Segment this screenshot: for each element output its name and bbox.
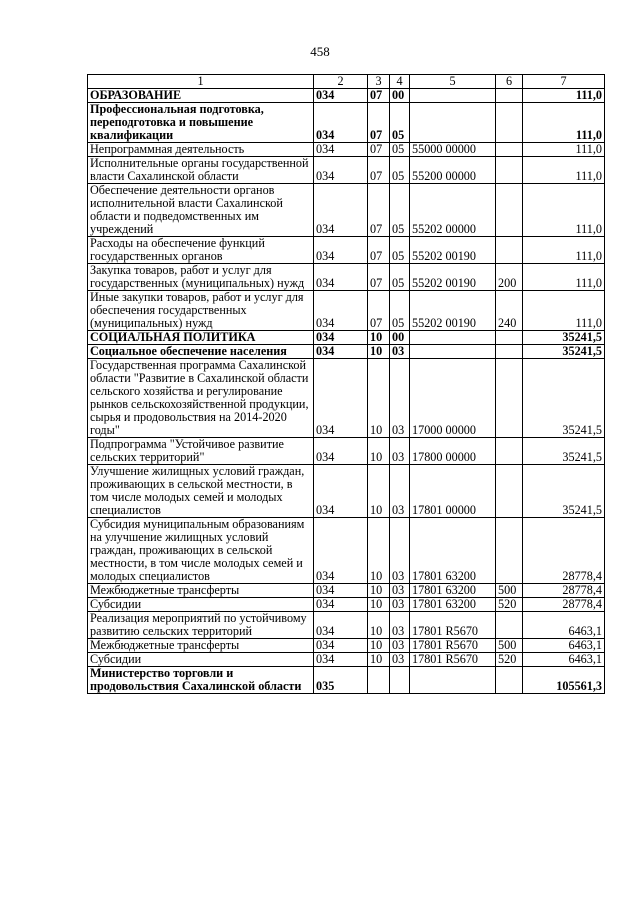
row-subsection-code: 05 <box>390 291 410 331</box>
table-row <box>88 612 605 639</box>
row-section-code: 07 <box>368 264 390 291</box>
row-subsection-code: 00 <box>390 89 410 103</box>
row-section-code: 10 <box>368 612 390 639</box>
row-expense-type <box>496 518 523 584</box>
row-section-code: 07 <box>368 291 390 331</box>
row-target-code: 17801 R5670 <box>410 612 496 639</box>
row-expense-type <box>496 89 523 103</box>
row-name: Министерство торговли и продовольствия Сахалинской области <box>88 667 314 694</box>
row-name: Субсидия муниципальным образованиям на улучшение жилищных условий граждан, проживающих в сельской местности, в том числе молодых семей и молодых специалистов <box>88 518 314 584</box>
row-name: СОЦИАЛЬНАЯ ПОЛИТИКА <box>88 331 314 345</box>
row-subsection-code: 03 <box>390 639 410 653</box>
row-amount: 6463,1 <box>523 612 605 639</box>
row-target-code <box>410 345 496 359</box>
row-amount: 35241,5 <box>523 345 605 359</box>
row-admin-code: 034 <box>314 291 368 331</box>
row-admin-code: 034 <box>314 438 368 465</box>
column-header: 4 <box>390 75 410 89</box>
row-subsection-code: 05 <box>390 237 410 264</box>
row-admin-code: 034 <box>314 103 368 143</box>
row-expense-type <box>496 612 523 639</box>
row-section-code: 10 <box>368 465 390 518</box>
row-name: Исполнительные органы государственной власти Сахалинской области <box>88 157 314 184</box>
row-amount: 35241,5 <box>523 331 605 345</box>
row-admin-code: 034 <box>314 518 368 584</box>
row-target-code: 17801 63200 <box>410 518 496 584</box>
column-header: 1 <box>88 75 314 89</box>
row-section-code: 07 <box>368 237 390 264</box>
row-section-code: 10 <box>368 345 390 359</box>
row-amount: 6463,1 <box>523 653 605 667</box>
row-subsection-code: 05 <box>390 184 410 237</box>
row-section-code: 07 <box>368 143 390 157</box>
row-amount: 111,0 <box>523 143 605 157</box>
table-row <box>88 184 605 237</box>
row-admin-code: 034 <box>314 653 368 667</box>
row-expense-type <box>496 465 523 518</box>
table-row <box>88 237 605 264</box>
row-subsection-code: 03 <box>390 518 410 584</box>
table-row <box>88 157 605 184</box>
row-subsection-code: 05 <box>390 264 410 291</box>
table-row <box>88 143 605 157</box>
table-row <box>88 103 605 143</box>
row-expense-type: 520 <box>496 653 523 667</box>
row-amount: 111,0 <box>523 264 605 291</box>
row-section-code: 07 <box>368 157 390 184</box>
row-expense-type <box>496 331 523 345</box>
row-subsection-code: 00 <box>390 331 410 345</box>
row-expense-type <box>496 143 523 157</box>
row-target-code: 17801 63200 <box>410 584 496 598</box>
row-section-code: 10 <box>368 639 390 653</box>
row-admin-code: 034 <box>314 465 368 518</box>
table-row <box>88 653 605 667</box>
table-row <box>88 438 605 465</box>
row-amount: 111,0 <box>523 103 605 143</box>
row-expense-type: 240 <box>496 291 523 331</box>
table-row <box>88 331 605 345</box>
row-subsection-code: 03 <box>390 465 410 518</box>
row-name: Субсидии <box>88 598 314 612</box>
row-target-code: 55000 00000 <box>410 143 496 157</box>
row-section-code: 10 <box>368 584 390 598</box>
row-amount: 28778,4 <box>523 518 605 584</box>
row-expense-type: 520 <box>496 598 523 612</box>
row-target-code: 17801 R5670 <box>410 639 496 653</box>
row-admin-code: 034 <box>314 584 368 598</box>
row-amount: 35241,5 <box>523 359 605 438</box>
row-admin-code: 034 <box>314 184 368 237</box>
row-section-code: 10 <box>368 598 390 612</box>
row-name: Расходы на обеспечение функций государственных органов <box>88 237 314 264</box>
row-expense-type <box>496 237 523 264</box>
row-name: Закупка товаров, работ и услуг для государственных (муниципальных) нужд <box>88 264 314 291</box>
row-amount: 35241,5 <box>523 465 605 518</box>
row-name: Межбюджетные трансферты <box>88 639 314 653</box>
row-expense-type: 500 <box>496 639 523 653</box>
row-section-code: 10 <box>368 359 390 438</box>
row-subsection-code: 03 <box>390 598 410 612</box>
row-amount: 111,0 <box>523 237 605 264</box>
table-row <box>88 359 605 438</box>
budget-table <box>87 74 605 694</box>
row-target-code: 55202 00190 <box>410 264 496 291</box>
row-admin-code: 034 <box>314 143 368 157</box>
row-expense-type: 200 <box>496 264 523 291</box>
table-row <box>88 89 605 103</box>
row-amount: 111,0 <box>523 184 605 237</box>
row-target-code: 17801 63200 <box>410 598 496 612</box>
row-admin-code: 034 <box>314 331 368 345</box>
row-admin-code: 034 <box>314 598 368 612</box>
row-target-code <box>410 667 496 694</box>
row-name: Субсидии <box>88 653 314 667</box>
row-target-code: 55202 00190 <box>410 237 496 264</box>
row-amount: 6463,1 <box>523 639 605 653</box>
table-row <box>88 639 605 653</box>
row-name: ОБРАЗОВАНИЕ <box>88 89 314 103</box>
row-admin-code: 035 <box>314 667 368 694</box>
column-header: 6 <box>496 75 523 89</box>
row-name: Обеспечение деятельности органов исполнительной власти Сахалинской области и подведомственных им учреждений <box>88 184 314 237</box>
row-expense-type <box>496 345 523 359</box>
row-subsection-code: 05 <box>390 157 410 184</box>
row-admin-code: 034 <box>314 612 368 639</box>
row-subsection-code: 03 <box>390 345 410 359</box>
row-admin-code: 034 <box>314 237 368 264</box>
row-target-code: 17801 00000 <box>410 465 496 518</box>
row-section-code: 07 <box>368 184 390 237</box>
row-name: Реализация мероприятий по устойчивому развитию сельских территорий <box>88 612 314 639</box>
row-amount: 35241,5 <box>523 438 605 465</box>
row-name: Профессиональная подготовка, переподготовка и повышение квалификации <box>88 103 314 143</box>
row-admin-code: 034 <box>314 359 368 438</box>
row-target-code: 55202 00190 <box>410 291 496 331</box>
row-admin-code: 034 <box>314 639 368 653</box>
row-expense-type <box>496 184 523 237</box>
row-expense-type <box>496 359 523 438</box>
table-row <box>88 518 605 584</box>
table-row <box>88 598 605 612</box>
row-expense-type <box>496 438 523 465</box>
row-section-code: 07 <box>368 103 390 143</box>
row-amount: 28778,4 <box>523 584 605 598</box>
row-amount: 105561,3 <box>523 667 605 694</box>
row-target-code: 17000 00000 <box>410 359 496 438</box>
row-subsection-code: 05 <box>390 143 410 157</box>
row-subsection-code: 03 <box>390 359 410 438</box>
table-row <box>88 291 605 331</box>
row-section-code: 10 <box>368 331 390 345</box>
row-amount: 111,0 <box>523 291 605 331</box>
page-number: 458 <box>310 44 330 59</box>
row-admin-code: 034 <box>314 264 368 291</box>
table-row <box>88 345 605 359</box>
table-row <box>88 667 605 694</box>
row-subsection-code: 05 <box>390 103 410 143</box>
row-name: Государственная программа Сахалинской области "Развитие в Сахалинской области сельского хозяйства и регулирование рынков сельскохозяйственной продукции, сырья и продовольствия на 2014-2020 годы" <box>88 359 314 438</box>
row-amount: 28778,4 <box>523 598 605 612</box>
row-target-code <box>410 103 496 143</box>
column-header: 2 <box>314 75 368 89</box>
row-name: Иные закупки товаров, работ и услуг для обеспечения государственных (муниципальных) нужд <box>88 291 314 331</box>
row-name: Межбюджетные трансферты <box>88 584 314 598</box>
row-section-code: 10 <box>368 653 390 667</box>
row-admin-code: 034 <box>314 89 368 103</box>
row-subsection-code: 03 <box>390 653 410 667</box>
row-name: Улучшение жилищных условий граждан, проживающих в сельской местности, в том числе молодых семей и молодых специалистов <box>88 465 314 518</box>
table-header-row <box>88 75 605 89</box>
row-section-code <box>368 667 390 694</box>
row-expense-type <box>496 667 523 694</box>
row-section-code: 07 <box>368 89 390 103</box>
row-name: Социальное обеспечение населения <box>88 345 314 359</box>
row-subsection-code <box>390 667 410 694</box>
column-header: 7 <box>523 75 605 89</box>
row-expense-type: 500 <box>496 584 523 598</box>
row-subsection-code: 03 <box>390 612 410 639</box>
row-admin-code: 034 <box>314 157 368 184</box>
row-amount: 111,0 <box>523 157 605 184</box>
row-expense-type <box>496 103 523 143</box>
row-target-code: 17800 00000 <box>410 438 496 465</box>
table-row <box>88 465 605 518</box>
column-header: 3 <box>368 75 390 89</box>
row-target-code <box>410 89 496 103</box>
row-section-code: 10 <box>368 438 390 465</box>
row-subsection-code: 03 <box>390 584 410 598</box>
row-target-code <box>410 331 496 345</box>
row-name: Непрограммная деятельность <box>88 143 314 157</box>
column-header: 5 <box>410 75 496 89</box>
row-name: Подпрограмма "Устойчивое развитие сельских территорий" <box>88 438 314 465</box>
row-amount: 111,0 <box>523 89 605 103</box>
row-subsection-code: 03 <box>390 438 410 465</box>
row-target-code: 55202 00000 <box>410 184 496 237</box>
row-section-code: 10 <box>368 518 390 584</box>
row-expense-type <box>496 157 523 184</box>
row-target-code: 55200 00000 <box>410 157 496 184</box>
table-row <box>88 584 605 598</box>
table-row <box>88 264 605 291</box>
row-admin-code: 034 <box>314 345 368 359</box>
row-target-code: 17801 R5670 <box>410 653 496 667</box>
